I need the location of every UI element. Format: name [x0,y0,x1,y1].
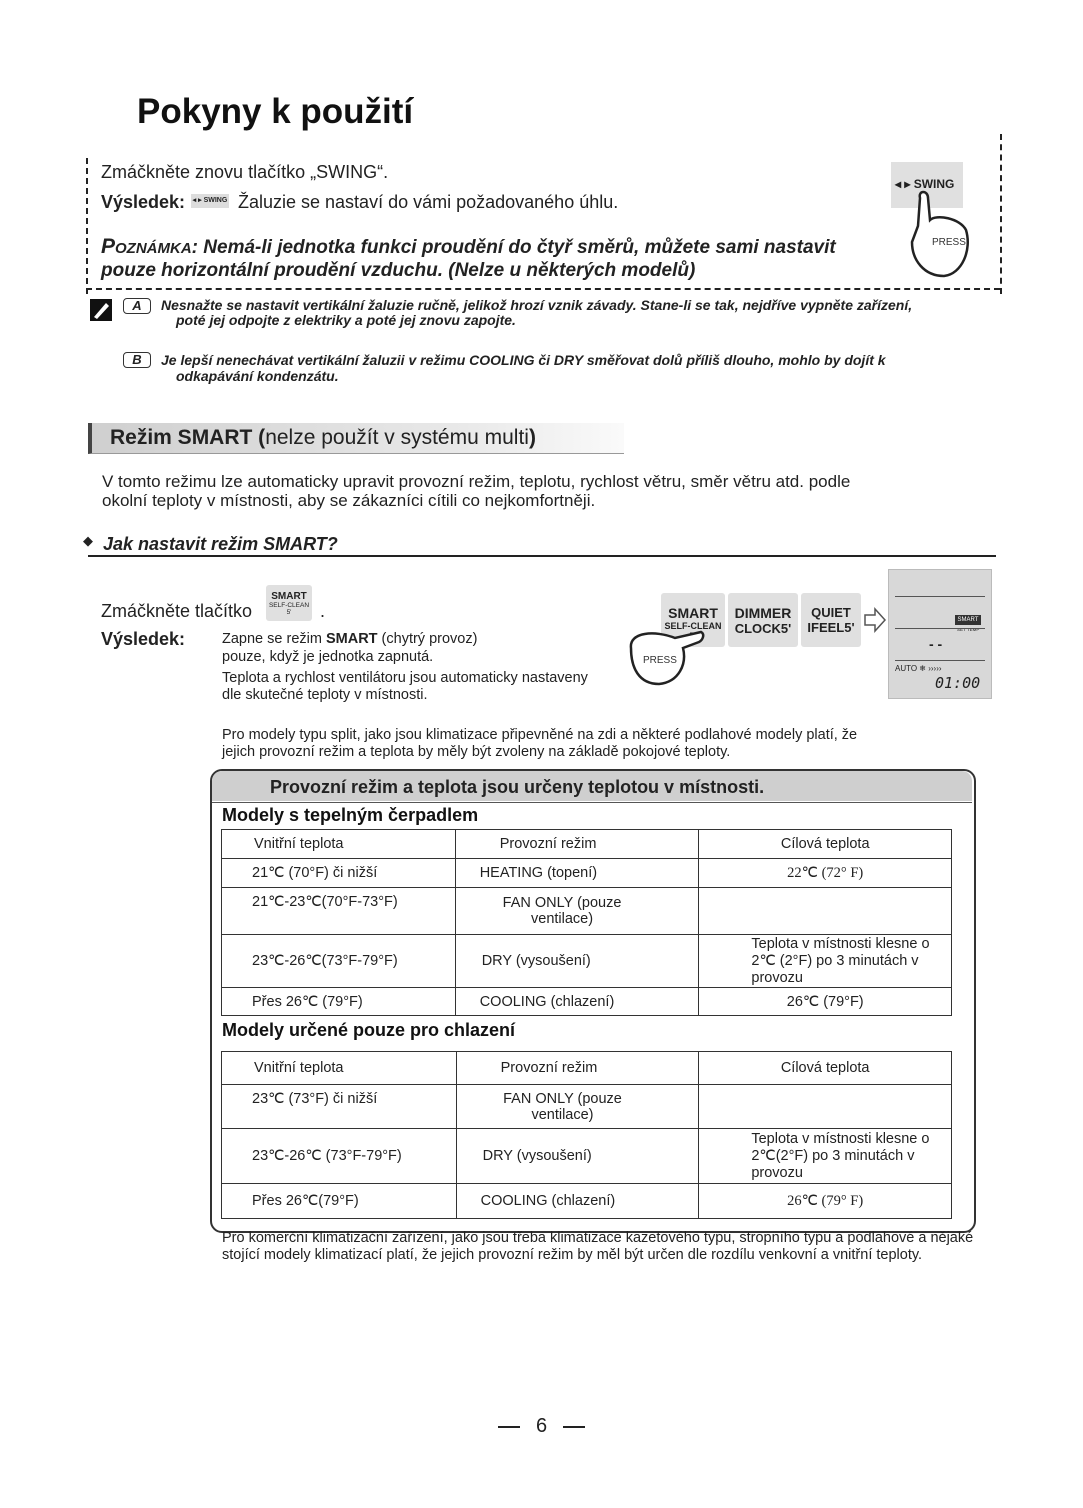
cell: COOLING (chlazení) [456,1184,699,1219]
dashed-frame-right [1000,134,1002,294]
heat-pump-title: Modely s tepelným čerpadlem [222,805,479,825]
split-note-line1: Pro modely typu split, jako jsou klimatizace připevněné na zdi a některé podlahové modely platí, že [222,727,858,743]
smart-step-dot: . [320,601,326,621]
heading-normal: nelze použít v systému multi [265,426,529,449]
footer-note-line2: stojící modely klimatizací platí, že jejich provozní režim by měl být určen dle rozdílu venkovní a vnitřní teploty. [222,1247,923,1263]
swing-note-line1 [101,235,836,260]
footer-note-line1: Pro komerční klimatizační zařízení, jako jsou třeba klimatizace kazetového typu, stropního typu a podlahové a nějaké [222,1230,974,1246]
smart-section-heading [88,423,624,454]
remote-quiet-top: QUIET [811,605,851,620]
table-row [222,859,952,888]
cell: 23℃ (73°F) či nižší [222,1085,457,1129]
cell: 26℃ (79° F) [699,1184,952,1219]
table-row [222,888,952,935]
cell: 21℃-23℃(70°F-73°F) [222,888,456,935]
result-1a: Zapne se režim [222,631,326,647]
cell: Teplota v místnosti klesne o 2℃ (2°F) po 3 minutách v provozu [699,935,952,988]
cell: DRY (vysoušení) [455,935,699,988]
smart-result-line1 [222,631,477,648]
display-smart: SMART [955,615,981,625]
smart-result-line4: dle skutečné teploty v místnosti. [222,687,428,703]
warning-letter-a: A [123,298,151,314]
cell: 26℃ (79°F) [699,988,952,1016]
heading-close: ) [528,426,536,449]
smart-btn-top: SMART [271,591,307,602]
howto-divider [88,555,996,557]
warning-a-line1: Nesnažte se nastavit vertikální žaluzie ručně, jelikož hrozí vznik závady. Stane-li se tak, nejdříve vypněte zařízení, [161,297,913,313]
pressing-hand-icon [900,190,975,280]
display-line-1 [895,596,985,597]
cell: Teplota v místnosti klesne o 2℃(2°F) po 3 minutách v provozu [699,1129,952,1184]
cell: COOLING (chlazení) [455,988,699,1016]
page-number-value: 6 [535,1415,548,1437]
split-note-line2: jejich provozní režim a teplota by měly být zvoleny na základě pokojové teploty. [222,744,731,760]
smart-button-icon [266,585,312,621]
heading-bold: Režim SMART ( [110,426,266,449]
cell: 22℃ (72° F) [699,859,952,888]
warning-a-line2: poté jej odpojte z elektriky a poté jej znovu zapojte. [176,312,516,328]
note-text-1: : Nemá-li jednotka funkci proudění do čtyř směrů, můžete sami nastavit [191,237,836,258]
cell: 23℃-26℃ (73°F-79°F) [222,1129,457,1184]
swing-result-label: Výsledek: [101,192,186,212]
cell: 21℃ (70°F) či nižší [222,859,456,888]
cell: FAN ONLY (pouze ventilace) [455,888,699,935]
remote-quiet-button [801,593,861,647]
col-target-temp: Cílová teplota [699,1052,952,1085]
warning-letter-b: B [123,352,151,368]
cell: Přes 26℃(79°F) [222,1184,457,1219]
smart-intro-line1: V tomto režimu lze automaticky upravit provozní režim, teplotu, rychlost větru, směr větru atd. podle [102,472,851,491]
table-row [222,988,952,1016]
cell [699,1085,952,1129]
header-divider [212,802,972,803]
table-row [222,1085,952,1129]
smart-result-label: Výsledek: [101,629,186,649]
warning-b-line2: odkapávání kondenzátu. [176,368,339,384]
smart-step-text: Zmáčkněte tlačítko [101,601,253,621]
table-row [222,935,952,988]
display-set-temp: SET TEMP [957,627,980,632]
col-mode: Provozní režim [456,1052,699,1085]
remote-dimmer-button [728,593,798,647]
mode-table-header: Provozní režim a teplota jsou určeny teplotou v místnosti. [270,777,765,797]
page-number [0,1415,1083,1438]
table-header-row [222,830,952,859]
cooling-title: Modely určené pouze pro chlazení [222,1020,516,1040]
pencil-warning-icon [90,299,112,321]
remote-dimmer-top: DIMMER [734,605,792,621]
cooling-table [221,1051,952,1219]
smart-result-line2: pouze, když je jednotka zapnutá. [222,649,434,665]
cell: Přes 26℃ (79°F) [222,988,456,1016]
table-row [222,1184,952,1219]
dashed-frame-bottom [86,288,1000,290]
page-dash-right [563,1426,585,1428]
display-dashes: - - [929,636,943,652]
heat-pump-table [221,829,952,1016]
table-row [222,1129,952,1184]
swing-button-label: ◂ ▸ SWING [895,177,955,191]
swing-result-text: Žaluzie se nastaví do vámi požadovaného úhlu. [238,192,619,212]
cell: HEATING (topení) [455,859,699,888]
warning-b-line1: Je lepší nenechávat vertikální žaluzii v režimu COOLING či DRY směřovat dolů příliš dlouho, mohlo by dojít k [161,352,886,368]
note-prefix: Poznámka [101,235,192,258]
dashed-frame-left [86,158,88,294]
arrow-right-icon [863,607,887,633]
page-dash-left [498,1426,520,1428]
howto-title: Jak nastavit režim SMART? [103,534,338,554]
remote-dimmer-bottom: CLOCK5' [734,621,792,636]
display-line-3 [895,660,985,661]
cell: FAN ONLY (pouze ventilace) [456,1085,699,1129]
remote-smart-bottom: SELF-CLEAN [664,621,722,631]
smart-intro-line2: okolní teploty v místnosti, aby se zákazníci cítili co nejkomfortněji. [102,491,596,510]
swing-note-line2: pouze horizontální proudění vzduchu. (Nelze u některých modelů) [101,260,696,281]
result-1c: (chytrý provoz) [377,631,478,647]
display-time: 01:00 [935,674,981,692]
col-indoor-temp: Vnitřní teplota [222,830,456,859]
col-indoor-temp: Vnitřní teplota [222,1052,457,1085]
remote-quiet-bottom: IFEEL5' [807,620,855,635]
diamond-bullet-icon: ◆ [83,533,93,548]
page-title: Pokyny k použití [137,92,414,131]
press-label: PRESS [932,237,966,248]
remote-display-panel [888,569,992,699]
swing-instruction: Zmáčkněte znovu tlačítko „SWING“. [101,162,389,182]
cell [699,888,952,935]
press-label-2: PRESS [643,655,677,666]
smart-btn-bottom: SELF-CLEAN 5' [268,602,310,616]
table-header-row [222,1052,952,1085]
result-1b: SMART [325,631,378,647]
swing-mini-icon: ◂ ▸ SWING [191,194,229,208]
display-line-2 [895,628,985,629]
smart-result-line3: Teplota a rychlost ventilátoru jsou automaticky nastaveny [222,670,588,686]
remote-smart-top: SMART [668,605,718,621]
pressing-hand-icon-2 [625,618,705,688]
col-mode: Provozní režim [455,830,699,859]
cell: 23℃-26℃(73°F-79°F) [222,935,456,988]
cell: DRY (vysoušení) [456,1129,699,1184]
display-auto: AUTO ❄ ››››› [895,664,942,673]
col-target-temp: Cílová teplota [699,830,952,859]
